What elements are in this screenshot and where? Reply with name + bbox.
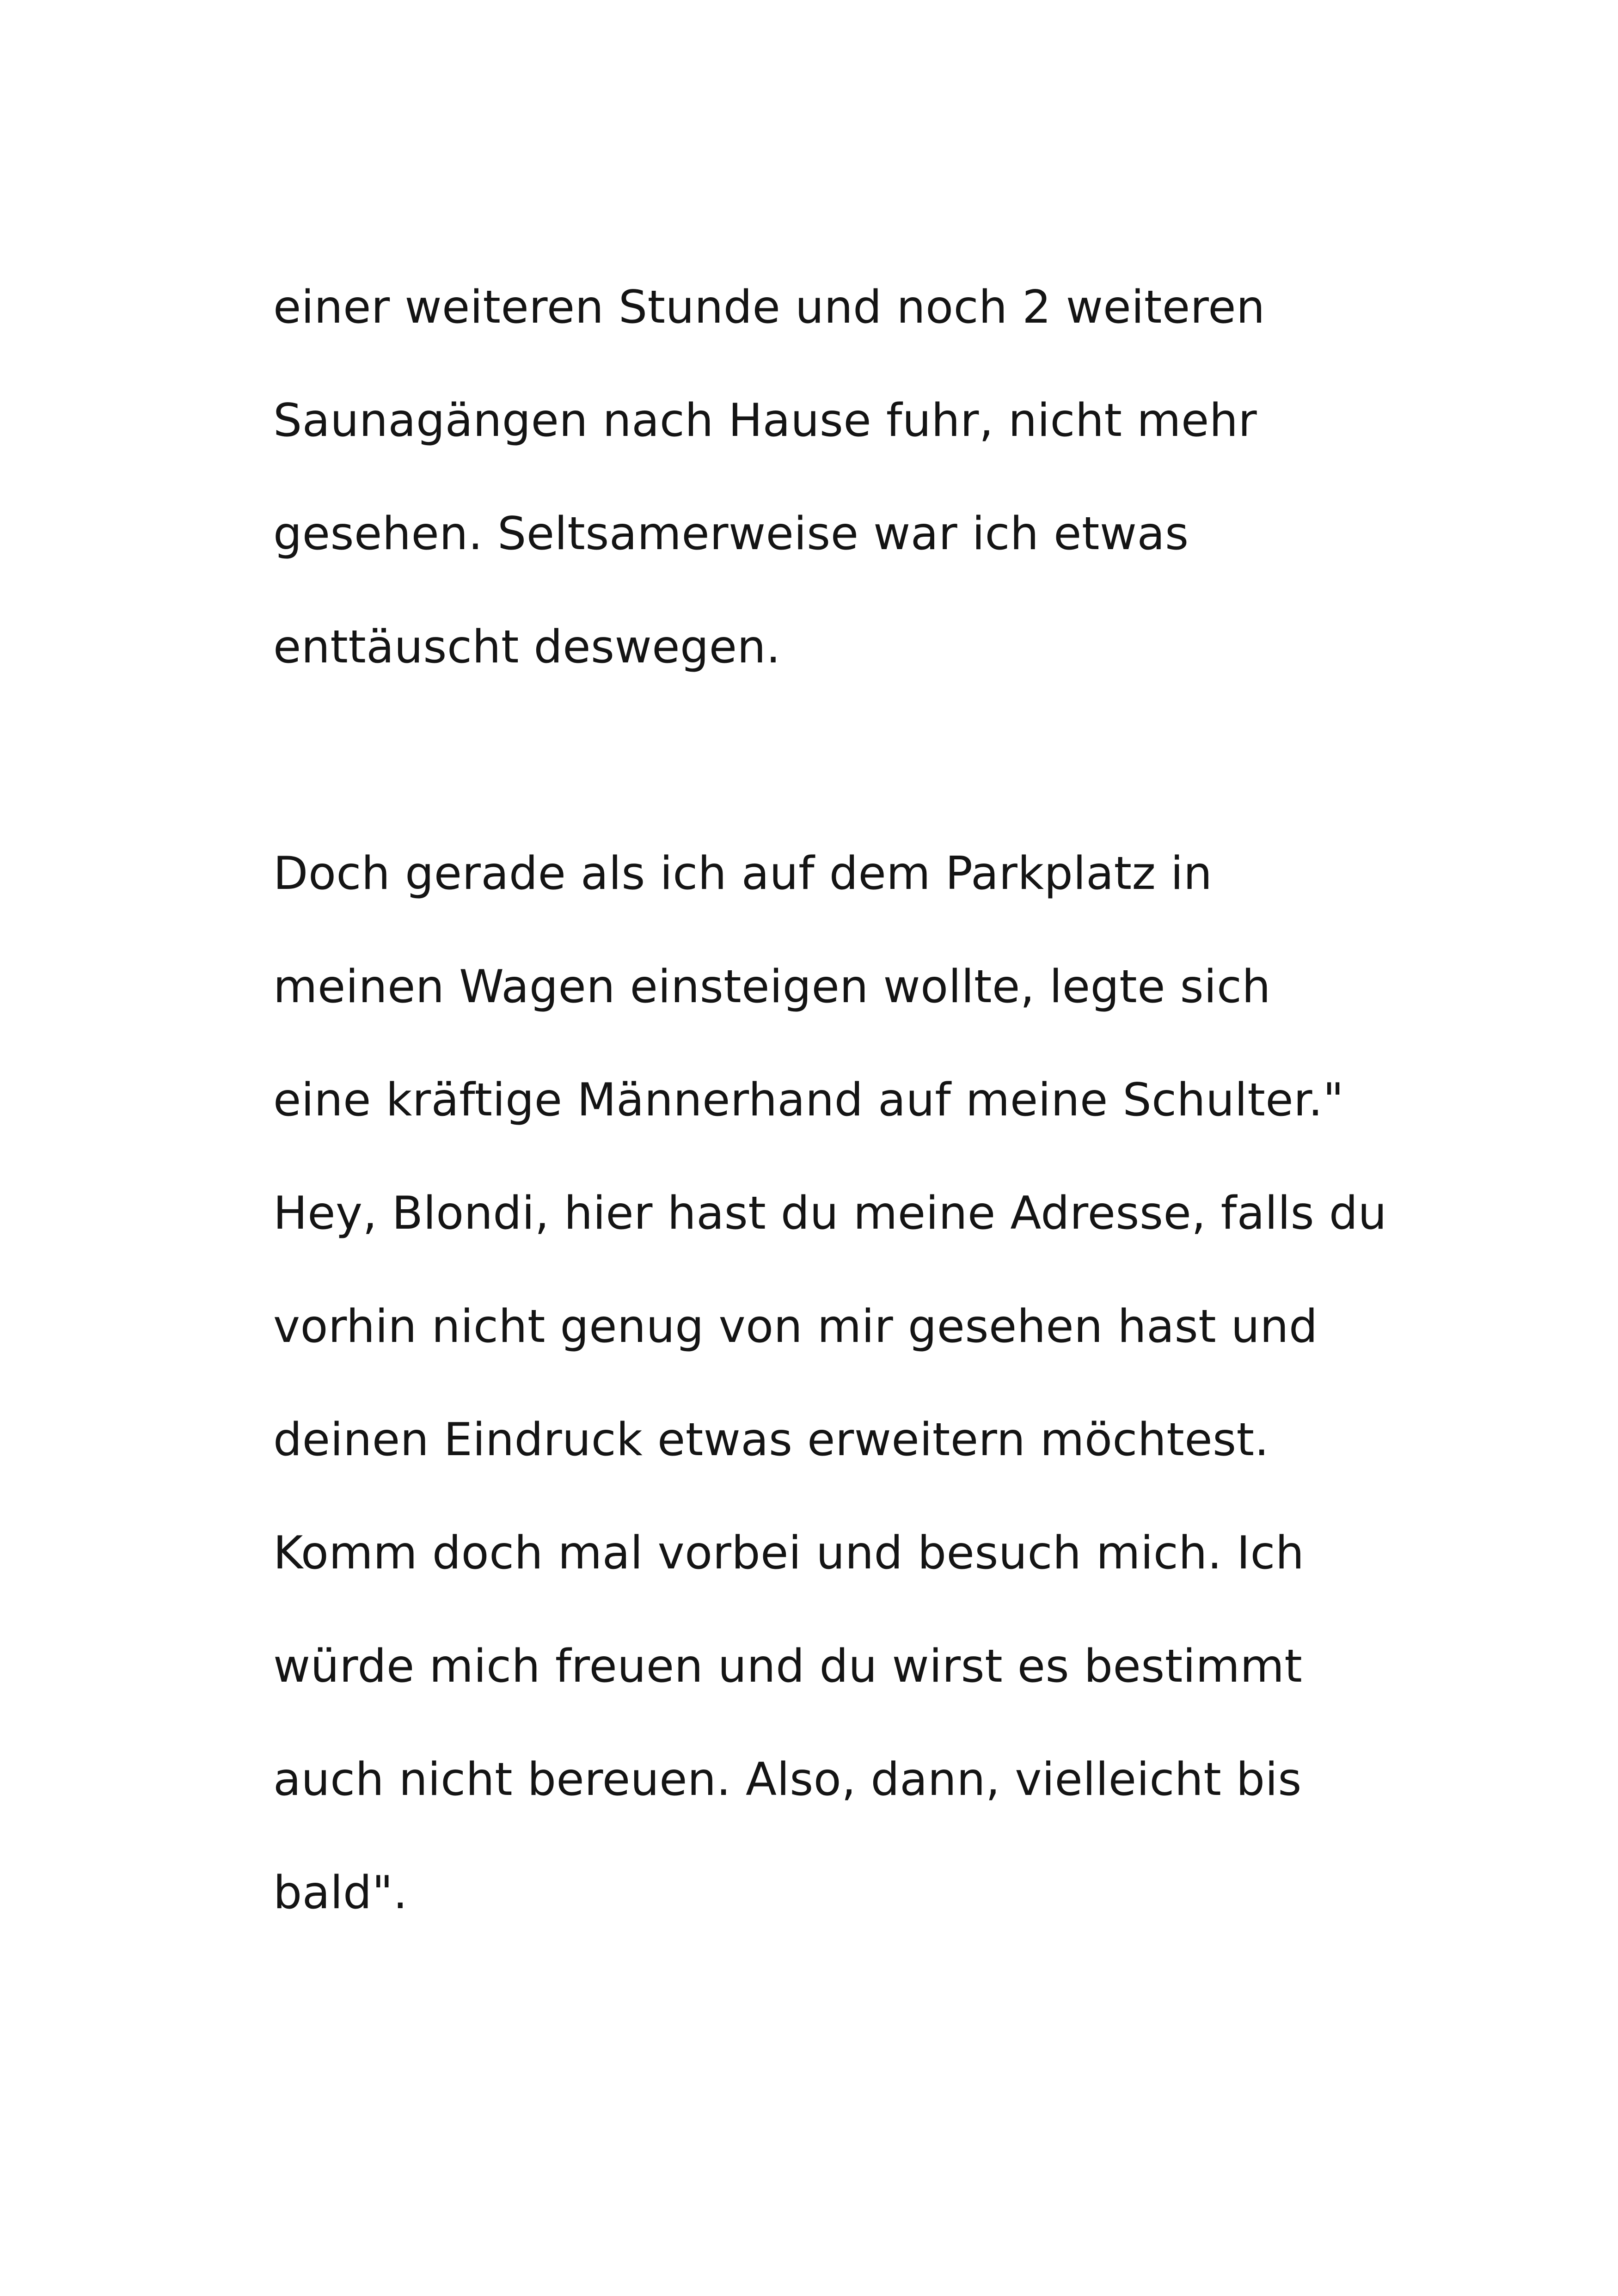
text-line: eine kräftige Männerhand auf meine Schulter." <box>273 1074 1344 1127</box>
text-line: gesehen. Seltsamerweise war ich etwas <box>273 508 1189 560</box>
text-line: einer weiteren Stunde und noch 2 weiteren <box>273 281 1265 334</box>
text-line: Doch gerade als ich auf dem Parkplatz in <box>273 847 1213 900</box>
text-line: enttäuscht deswegen. <box>273 621 781 673</box>
text-line: Komm doch mal vorbei und besuch mich. Ich <box>273 1527 1305 1580</box>
text-line: Hey, Blondi, hier hast du meine Adresse, falls du <box>273 1187 1387 1240</box>
text-line: bald". <box>273 1867 408 1919</box>
text-line: würde mich freuen und du wirst es bestimmt <box>273 1640 1303 1693</box>
text-line: vorhin nicht genug von mir gesehen hast und <box>273 1300 1318 1353</box>
text-line: meinen Wagen einsteigen wollte, legte sich <box>273 961 1271 1013</box>
text-line: deinen Eindruck etwas erweitern möchtest. <box>273 1414 1269 1466</box>
text-line: Saunagängen nach Hause fuhr, nicht mehr <box>273 394 1257 447</box>
text-line: auch nicht bereuen. Also, dann, vielleicht bis <box>273 1753 1302 1806</box>
